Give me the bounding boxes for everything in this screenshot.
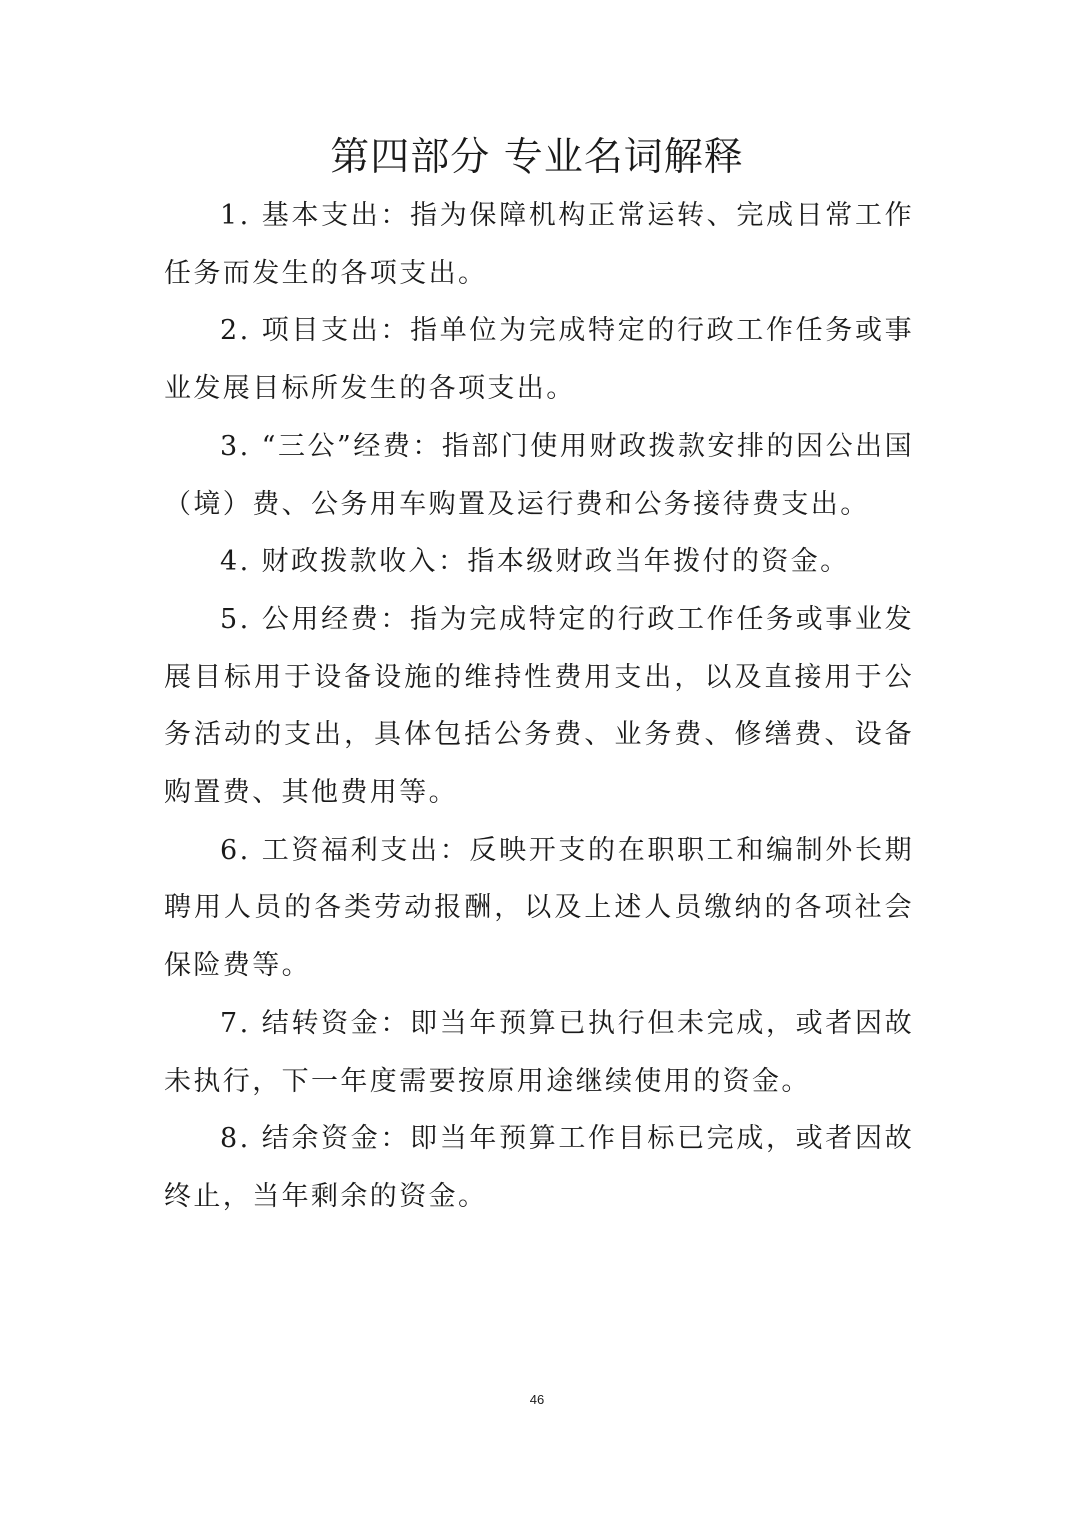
definition-text: 指部门使用财政拨款安排的因公出国（境）费、公务用车购置及运行费和公务接待费支出。 [164, 430, 914, 520]
definition-term: 3. “三公”经费： [220, 430, 442, 462]
definition-item-5 [164, 591, 914, 822]
definition-term: 1. 基本支出： [220, 200, 411, 231]
definition-text: 即当年预算已执行但未完成，或者因故未执行，下一年度需要按原用途继续使用的资金。 [164, 1007, 914, 1097]
page-number: 46 [529, 1392, 545, 1407]
definition-term: 5. 公用经费： [220, 603, 411, 635]
definition-item-8 [164, 1110, 914, 1225]
definition-item-3 [164, 418, 914, 533]
definition-text: 指为完成特定的行政工作任务或事业发展目标用于设备设施的维持性费用支出，以及直接用于公务活动的支出，具体包括公务费、业务费、修缮费、设备购置费、其他费用等。 [164, 603, 914, 809]
page-title: 第四部分 专业名词解释 [330, 135, 744, 180]
definition-item-4 [164, 533, 914, 591]
definition-text: 指本级财政当年拨付的资金。 [467, 546, 850, 578]
definition-term: 8. 结余资金： [220, 1123, 411, 1155]
definition-term: 4. 财政拨款收入： [220, 546, 468, 578]
definition-item-1 [164, 187, 914, 302]
definitions-list [164, 187, 914, 1226]
definition-term: 6. 工资福利支出： [220, 834, 470, 866]
definition-text: 指单位为完成特定的行政工作任务或事业发展目标所发生的各项支出。 [164, 315, 914, 405]
definition-item-6 [164, 822, 914, 995]
definition-term: 2. 项目支出： [220, 315, 411, 347]
definition-text: 指为保障机构正常运转、完成日常工作任务而发生的各项支出。 [164, 200, 914, 289]
definition-text: 反映开支的在职职工和编制外长期聘用人员的各类劳动报酬，以及上述人员缴纳的各项社会保险费等。 [164, 834, 915, 982]
definition-term: 7. 结转资金： [220, 1007, 411, 1039]
definition-item-2 [164, 302, 914, 417]
definition-text: 即当年预算工作目标已完成，或者因故终止，当年剩余的资金。 [164, 1123, 914, 1212]
definition-item-7 [164, 995, 914, 1110]
